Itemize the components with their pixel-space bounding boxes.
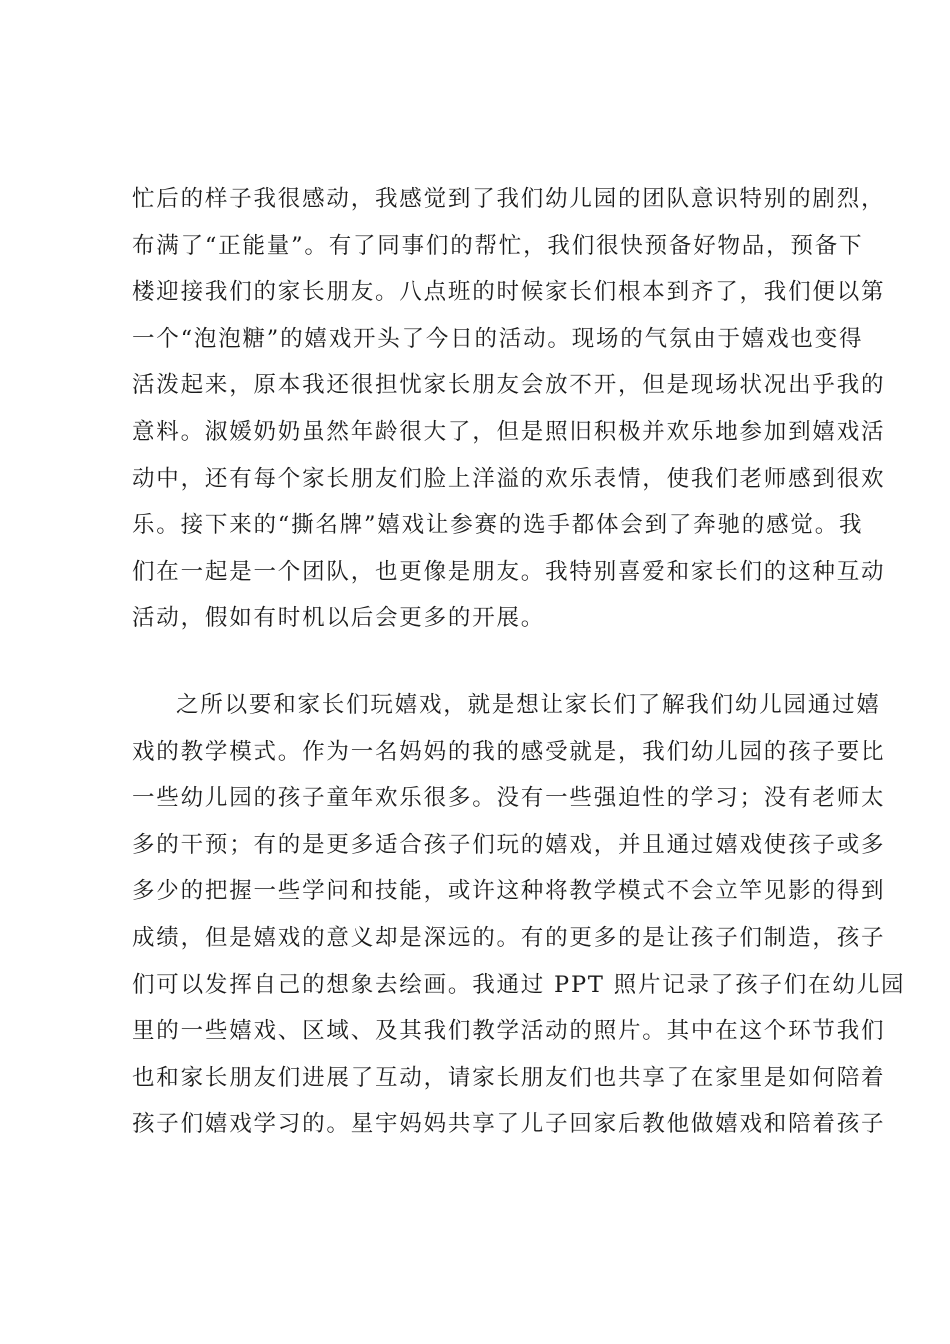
- paragraph-line: 们在一起是一个团队，也更像是朋友。我特别喜爱和家长们的这种互动: [132, 558, 886, 585]
- paragraph-line: 多的干预；有的是更多适合孩子们玩的嬉戏，并且通过嬉戏使孩子或多: [132, 831, 886, 858]
- paragraph-line: 戏的教学模式。作为一名妈妈的我的感受就是，我们幼儿园的孩子要比: [132, 738, 886, 765]
- paragraph-line: 动中，还有每个家长朋友们脸上洋溢的欢乐表情，使我们老师感到很欢: [132, 465, 886, 492]
- paragraph-line: 活动，假如有时机以后会更多的开展。: [132, 605, 546, 632]
- paragraph-line: 也和家长朋友们进展了互动，请家长朋友们也共享了在家里是如何陪着: [132, 1064, 886, 1091]
- paragraph-1: [132, 176, 886, 642]
- paragraph-line: 之所以要和家长们玩嬉戏，就是想让家长们了解我们幼儿园通过嬉: [176, 692, 881, 718]
- paragraph-line: 意料。淑媛奶奶虽然年龄很大了，但是照旧积极并欢乐地参加到嬉戏活: [132, 418, 886, 445]
- paragraph-line: 布满了“正能量”。有了同事们的帮忙，我们很快预备好物品，预备下: [132, 232, 864, 259]
- paragraph-line: 一个“泡泡糖”的嬉戏开头了今日的活动。现场的气氛由于嬉戏也变得: [132, 325, 864, 352]
- paragraph-line: 里的一些嬉戏、区域、及其我们教学活动的照片。其中在这个环节我们: [132, 1018, 886, 1045]
- paragraph-line: 多少的把握一些学问和技能，或许这种将教学模式不会立竿见影的得到: [132, 878, 886, 905]
- paragraph-2: [132, 682, 906, 1148]
- paragraph-line: 楼迎接我们的家长朋友。八点班的时候家长们根本到齐了，我们便以第: [132, 279, 886, 306]
- paragraph-line: 乐。接下来的“撕名牌”嬉戏让参赛的选手都体会到了奔驰的感觉。我: [132, 512, 864, 539]
- paragraph-line: 们可以发挥自己的想象去绘画。我通过 PPT 照片记录了孩子们在幼儿园: [132, 971, 906, 998]
- paragraph-line: 孩子们嬉戏学习的。星宇妈妈共享了儿子回家后教他做嬉戏和陪着孩子: [132, 1111, 886, 1138]
- paragraph-line: 一些幼儿园的孩子童年欢乐很多。没有一些强迫性的学习；没有老师太: [132, 785, 886, 812]
- paragraph-line: 成绩，但是嬉戏的意义却是深远的。有的更多的是让孩子们制造，孩子: [132, 924, 886, 951]
- paragraph-line: 忙后的样子我很感动，我感觉到了我们幼儿园的团队意识特别的剧烈，: [132, 186, 886, 212]
- paragraph-line: 活泼起来，原本我还很担忧家长朋友会放不开，但是现场状况出乎我的: [132, 372, 886, 399]
